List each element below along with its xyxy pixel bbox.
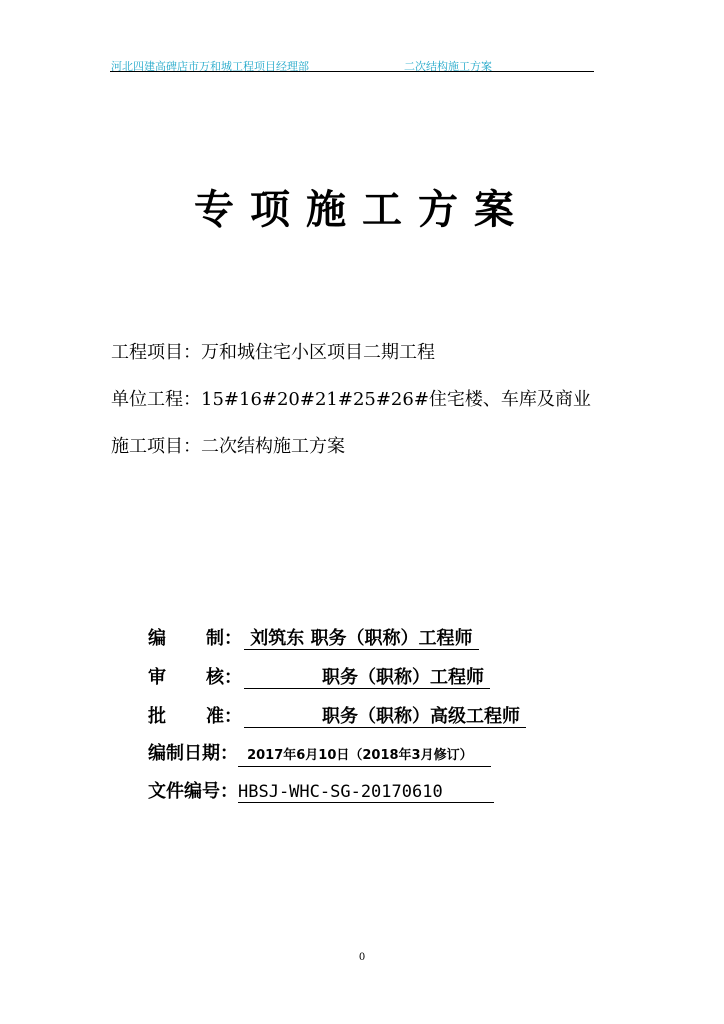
header-document-title: 二次结构施工方案 <box>404 60 492 73</box>
info-unit <box>111 385 591 411</box>
signature-review-row <box>148 663 490 689</box>
signature-compile-title-text: 工程师 <box>418 628 473 649</box>
signature-approve-duty: 职务（职称） <box>322 706 430 727</box>
info-project-value: 万和城住宅小区项目二期工程 <box>201 342 435 363</box>
info-unit-value: 15#16#20#21#25#26#住宅楼、车库及商业 <box>201 389 591 410</box>
file-number-label: 文件编号： <box>148 781 238 802</box>
file-number-row <box>148 777 494 803</box>
signature-compile-name <box>244 629 311 650</box>
info-project <box>111 338 435 364</box>
file-number-value <box>238 782 494 803</box>
info-construction-item <box>111 432 345 458</box>
page-number: 0 <box>358 952 366 963</box>
signature-approve-row <box>148 702 526 728</box>
compile-date-value <box>238 746 491 767</box>
signature-review-duty: 职务（职称） <box>322 667 430 688</box>
signature-approve-title <box>430 707 526 728</box>
signature-approve-label-b: 准： <box>206 706 242 727</box>
signature-compile-row <box>148 624 479 650</box>
header-rule <box>110 71 594 72</box>
info-unit-label: 单位工程： <box>111 389 201 410</box>
signature-review-title-text: 工程师 <box>430 667 484 688</box>
info-construction-item-label: 施工项目： <box>111 436 201 457</box>
signature-compile-duty: 职务（职称） <box>310 628 419 649</box>
signature-review-label-a: 审 <box>148 667 166 688</box>
compile-date-text: 2017年6月10日（2018年3月修订） <box>247 748 473 763</box>
signature-compile-title <box>419 629 479 650</box>
signature-compile-name-text: 刘筑东 <box>250 628 305 649</box>
page-title: 专项施工方案 <box>194 187 530 233</box>
signature-approve-title-text: 高级工程师 <box>430 706 520 727</box>
signature-compile-label-a: 编 <box>148 628 166 649</box>
signature-approve-name-blank <box>244 707 322 728</box>
signature-review-label-b: 核： <box>206 667 242 688</box>
info-project-label: 工程项目： <box>111 342 201 363</box>
header-organization: 河北四建高碑店市万和城工程项目经理部 <box>111 60 309 73</box>
info-construction-item-value: 二次结构施工方案 <box>201 436 345 457</box>
compile-date-label: 编制日期： <box>148 743 238 764</box>
compile-date-row <box>148 739 491 767</box>
signature-review-title <box>430 668 490 689</box>
signature-approve-label-a: 批 <box>148 706 166 727</box>
signature-compile-label-b: 制： <box>206 628 242 649</box>
file-number-text: HBSJ-WHC-SG-20170610 <box>238 782 443 802</box>
signature-review-name-blank <box>244 668 322 689</box>
